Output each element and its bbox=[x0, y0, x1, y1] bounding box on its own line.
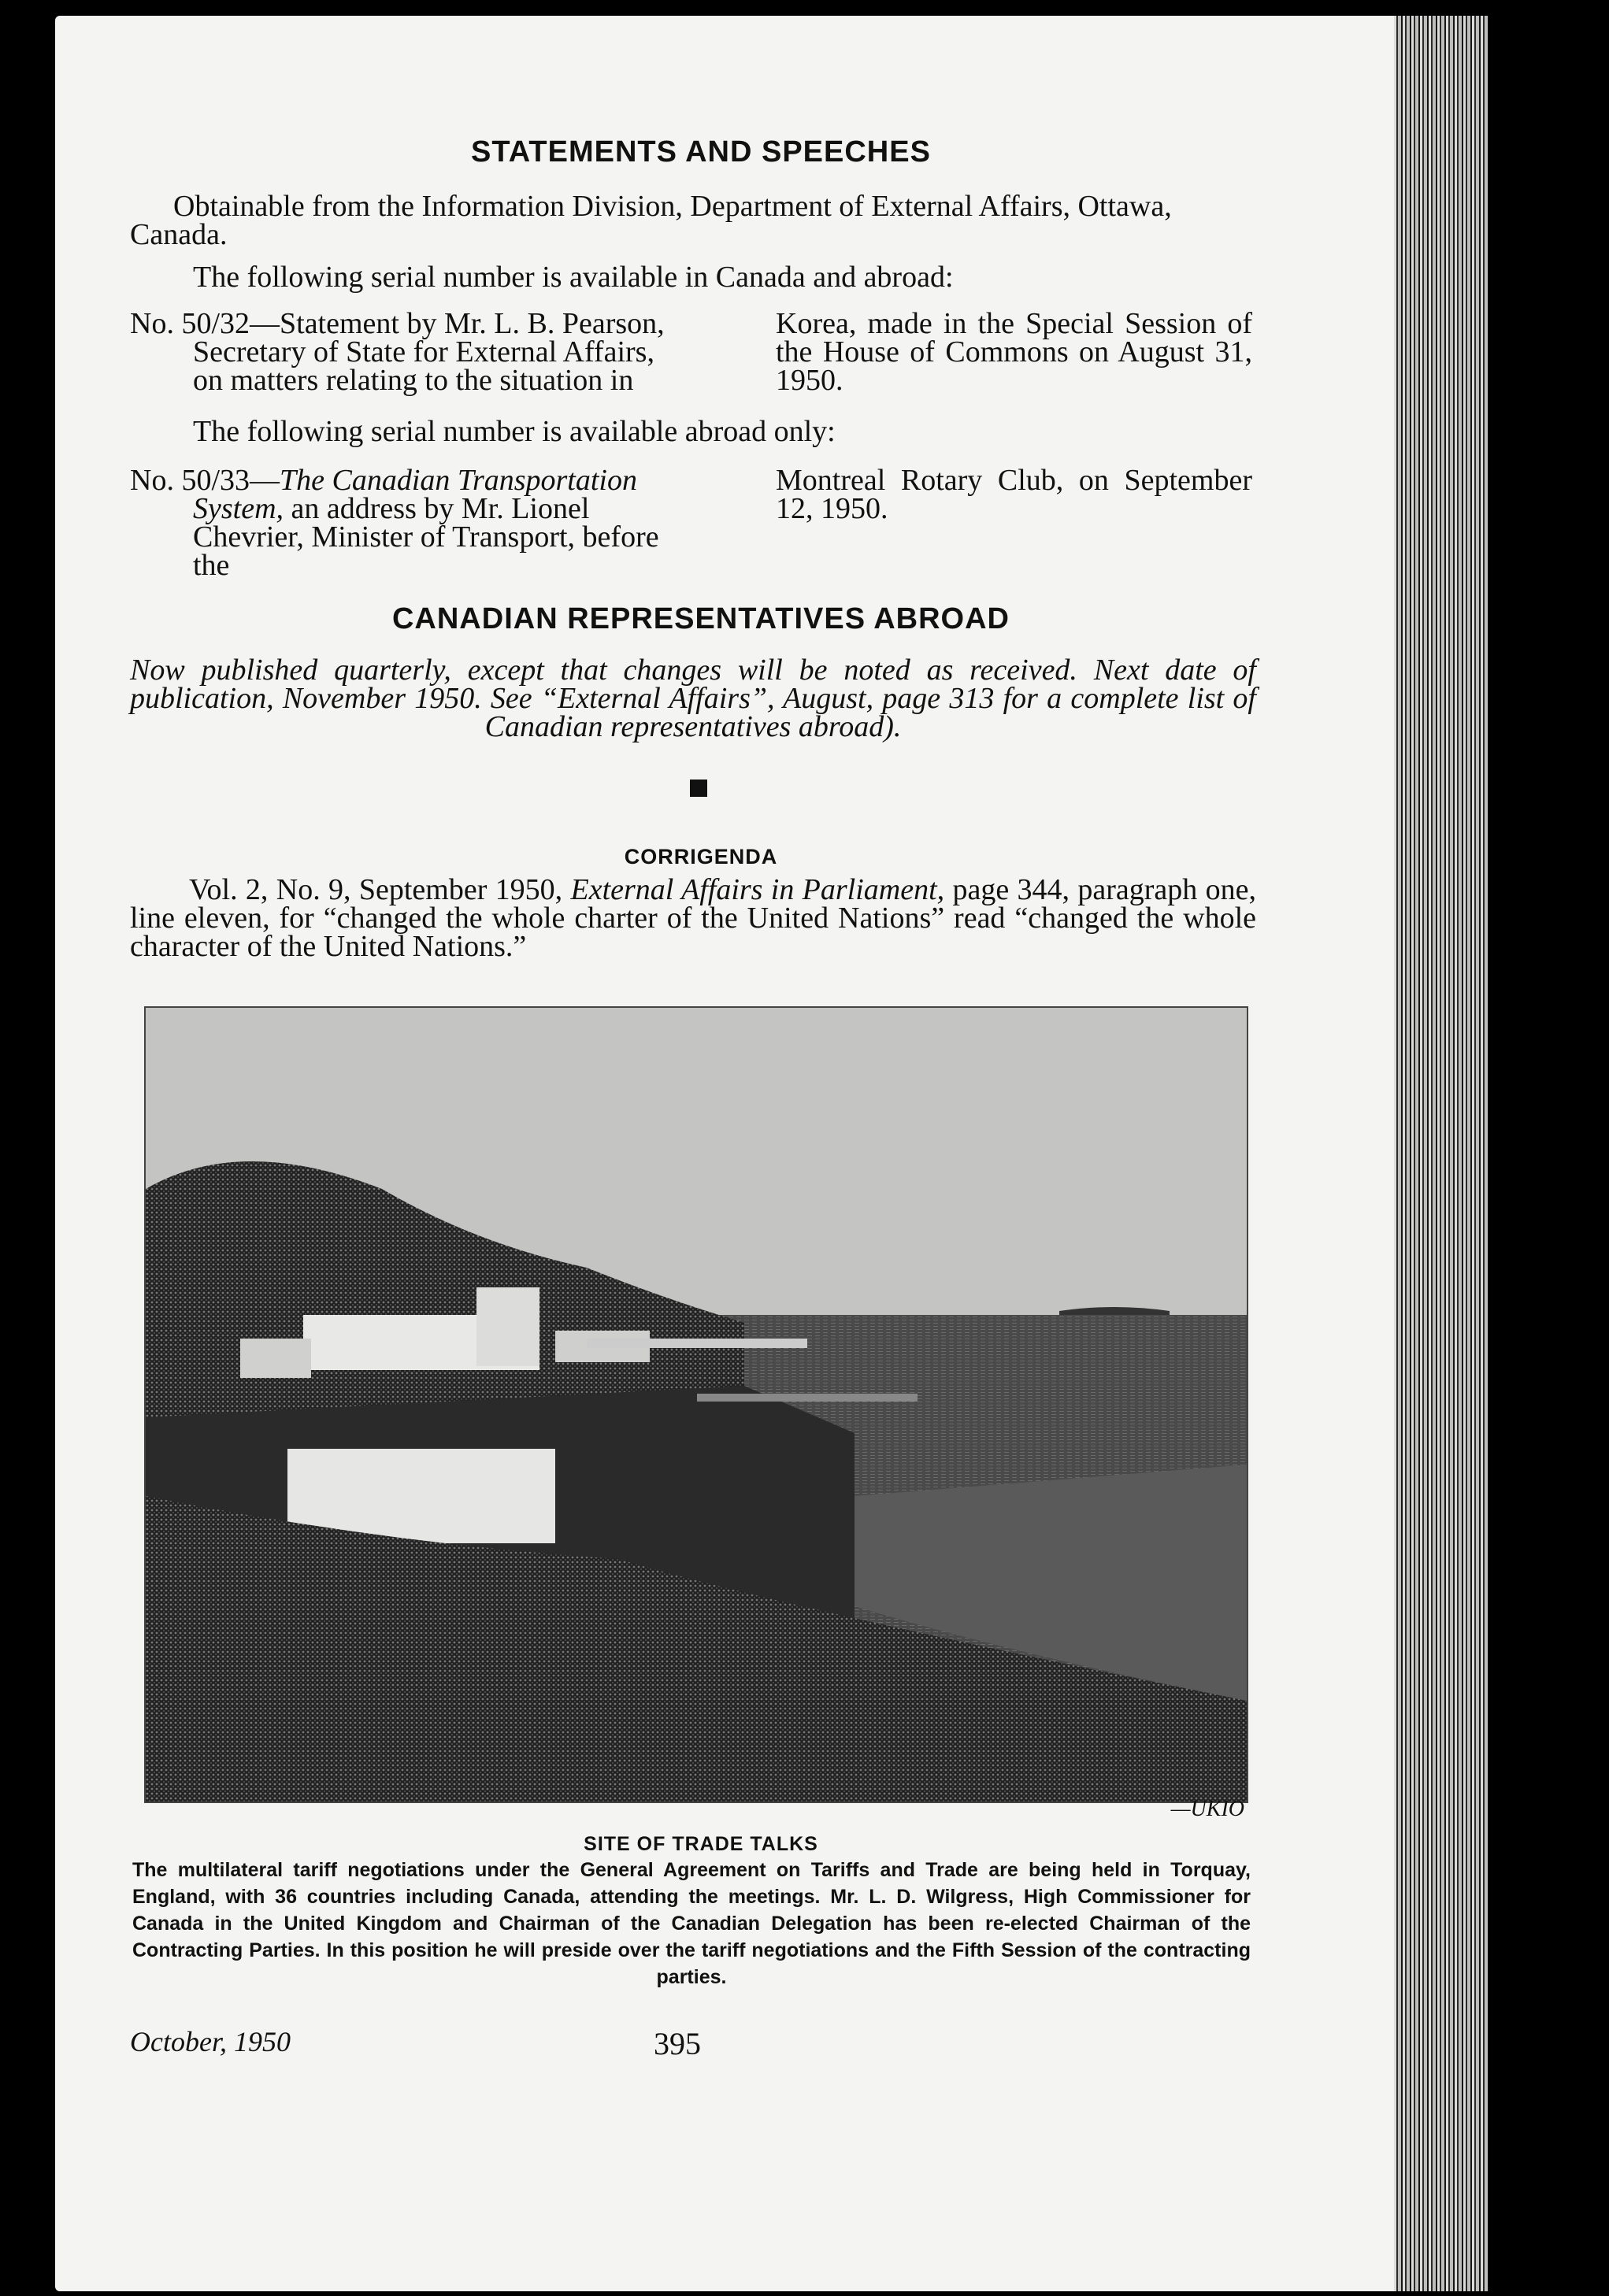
section-separator-square bbox=[690, 780, 707, 797]
photo-caption-title: SITE OF TRADE TALKS bbox=[584, 1833, 818, 1855]
item-50-32-left: No. 50/32—Statement by Mr. L. B. Pearson, Secretary of State for External Affairs, on matters relating to the situation in bbox=[130, 307, 665, 397]
statements-intro-line2: Canada. bbox=[130, 218, 228, 251]
statements-heading: STATEMENTS AND SPEECHES bbox=[471, 135, 931, 168]
footer-date: October, 1950 bbox=[130, 2026, 291, 2057]
item-50-33-left: No. 50/33—The Canadian Transportation System, an address by Mr. Lionel Chevrier, Minister of Transport, before the bbox=[130, 464, 659, 582]
corrigenda-heading: CORRIGENDA bbox=[624, 845, 778, 868]
availability-abroad-only: The following serial number is available abroad only: bbox=[193, 415, 836, 448]
representatives-note: Now published quarterly, except that changes will be noted as received. Next date of publication, November 1950. See “External Affairs”, August, page 313 for a complete list of Canadian representatives abroad). bbox=[130, 654, 1256, 743]
availability-canada-abroad: The following serial number is available in Canada and abroad: bbox=[193, 261, 954, 294]
item-50-33-right: Montreal Rotary Club, on September 12, 1950. bbox=[776, 464, 1252, 525]
photo-caption-text: The multilateral tariff negotiations under the General Agreement on Tariffs and Trade are being held in Torquay, England, with 36 countries including Canada, attending the meetings. Mr. L. D. Wilgress, High Commissioner for Canada in the United Kingdom and Chairman of the Canadian Delegation has been re-elected Chairman of the Contracting Parties. In this position he will preside over the tariff negotiations and the Fifth Session of the contracting parties. bbox=[132, 1859, 1251, 1988]
corrigenda-text: Vol. 2, No. 9, September 1950, External Affairs in Parliament, page 344, paragraph one, line eleven, for “changed the whole charter of the United Nations” read “changed the whole character of the United Nations.” bbox=[130, 873, 1256, 963]
torquay-harbour-photo bbox=[144, 1006, 1248, 1803]
statements-intro-line1: Obtainable from the Information Division, Department of External Affairs, Ottawa, bbox=[173, 190, 1172, 223]
representatives-heading: CANADIAN REPRESENTATIVES ABROAD bbox=[391, 602, 1010, 635]
statements-intro bbox=[130, 192, 1256, 249]
photo-credit: —UKIO bbox=[1170, 1797, 1244, 1821]
item-50-32-right: Korea, made in the Special Session of the House of Commons on August 31, 1950. bbox=[776, 307, 1252, 397]
book-binding bbox=[1394, 16, 1489, 2291]
harbour-illustration bbox=[146, 1008, 1247, 1802]
page-number: 395 bbox=[654, 2026, 701, 2061]
